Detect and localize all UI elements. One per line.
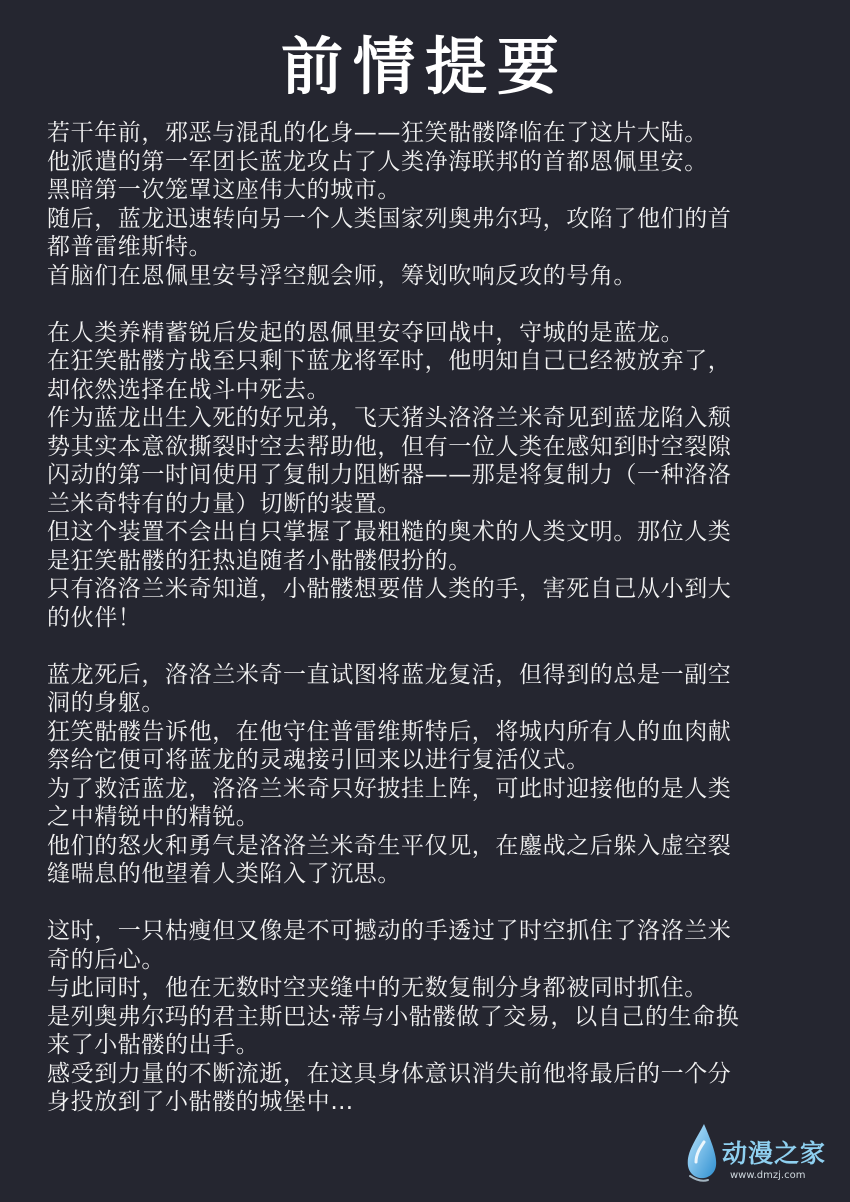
water-drop-logo-icon bbox=[682, 1122, 722, 1184]
paragraph-gap bbox=[47, 632, 817, 661]
paragraph-gap bbox=[47, 889, 817, 918]
watermark-site-name: 动漫之家 bbox=[722, 1139, 827, 1168]
text-line: 的伙伴！ bbox=[47, 604, 142, 631]
text-line: 感受到力量的不断流逝，在这具身体意识消失前他将最后的一个分 bbox=[47, 1060, 732, 1087]
text-line: 都普雷维斯特。 bbox=[47, 234, 213, 260]
text-line: 这时，一只枯瘦但又像是不可撼动的手透过了时空抓住了洛洛兰米 bbox=[47, 918, 732, 944]
text-line: 势其实本意欲撕裂时空去帮助他，但有一位人类在感知到时空裂隙 bbox=[47, 433, 732, 460]
text-line: 只有洛洛兰米奇知道，小骷髅想要借人类的手，害死自己从小到大 bbox=[47, 576, 732, 602]
site-watermark bbox=[676, 1120, 836, 1192]
text-line: 为了救活蓝龙，洛洛兰米奇只好披挂上阵，可此时迎接他的是人类 bbox=[47, 775, 732, 802]
text-line: 缝喘息的他望着人类陷入了沉思。 bbox=[47, 861, 401, 887]
text-line: 来了小骷髅的出手。 bbox=[47, 1032, 260, 1058]
text-line: 作为蓝龙出生入死的好兄弟，飞天猪头洛洛兰米奇见到蓝龙陷入颓 bbox=[47, 405, 732, 431]
text-line: 祭给它便可将蓝龙的灵魂接引回来以进行复活仪式。 bbox=[47, 747, 590, 773]
text-line: 与此同时，他在无数时空夹缝中的无数复制分身都被同时抓住。 bbox=[47, 975, 708, 1001]
text-line: 奇的后心。 bbox=[47, 946, 165, 973]
text-line: 兰米奇特有的力量）切断的装置。 bbox=[47, 490, 401, 517]
text-line: 黑暗第一次笼罩这座伟大的城市。 bbox=[47, 177, 401, 203]
text-line: 首脑们在恩佩里安号浮空舰会师，筹划吹响反攻的号角。 bbox=[47, 262, 637, 289]
text-line: 身投放到了小骷髅的城堡中… bbox=[47, 1089, 354, 1115]
text-line: 是列奥弗尔玛的君主斯巴达·蒂与小骷髅做了交易，以自己的生命换 bbox=[47, 1003, 740, 1030]
paragraph-gap bbox=[47, 290, 817, 319]
text-line: 蓝龙死后，洛洛兰米奇一直试图将蓝龙复活，但得到的总是一副空 bbox=[47, 661, 732, 688]
page-title: 前情提要 bbox=[280, 30, 569, 103]
text-line: 他们的怒火和勇气是洛洛兰米奇生平仅见，在鏖战之后躲入虚空裂 bbox=[47, 832, 732, 859]
text-line: 若干年前，邪恶与混乱的化身——狂笑骷髅降临在了这片大陆。 bbox=[47, 120, 708, 146]
text-line: 是狂笑骷髅的狂热追随者小骷髅假扮的。 bbox=[47, 547, 472, 574]
text-line: 狂笑骷髅告诉他，在他守住普雷维斯特后，将城内所有人的血肉献 bbox=[47, 718, 732, 745]
text-line: 闪动的第一时间使用了复制力阻断器——那是将复制力（一种洛洛 bbox=[47, 462, 732, 488]
watermark-url: www.dmzj.com bbox=[730, 1170, 806, 1181]
text-line: 却依然选择在战斗中死去。 bbox=[47, 376, 331, 403]
text-line: 之中精锐中的精锐。 bbox=[47, 804, 260, 830]
text-line: 洞的身躯。 bbox=[47, 690, 165, 716]
text-line: 但这个装置不会出自只掌握了最粗糙的奥术的人类文明。那位人类 bbox=[47, 519, 732, 545]
text-line: 在狂笑骷髅方战至只剩下蓝龙将军时，他明知自己已经被放弃了， bbox=[47, 348, 732, 374]
story-body bbox=[47, 119, 817, 1117]
text-line: 随后，蓝龙迅速转向另一个人类国家列奥弗尔玛，攻陷了他们的首 bbox=[47, 205, 732, 232]
text-line: 在人类养精蓄锐后发起的恩佩里安夺回战中，守城的是蓝龙。 bbox=[47, 319, 685, 346]
text-line: 他派遣的第一军团长蓝龙攻占了人类净海联邦的首都恩佩里安。 bbox=[47, 148, 708, 175]
